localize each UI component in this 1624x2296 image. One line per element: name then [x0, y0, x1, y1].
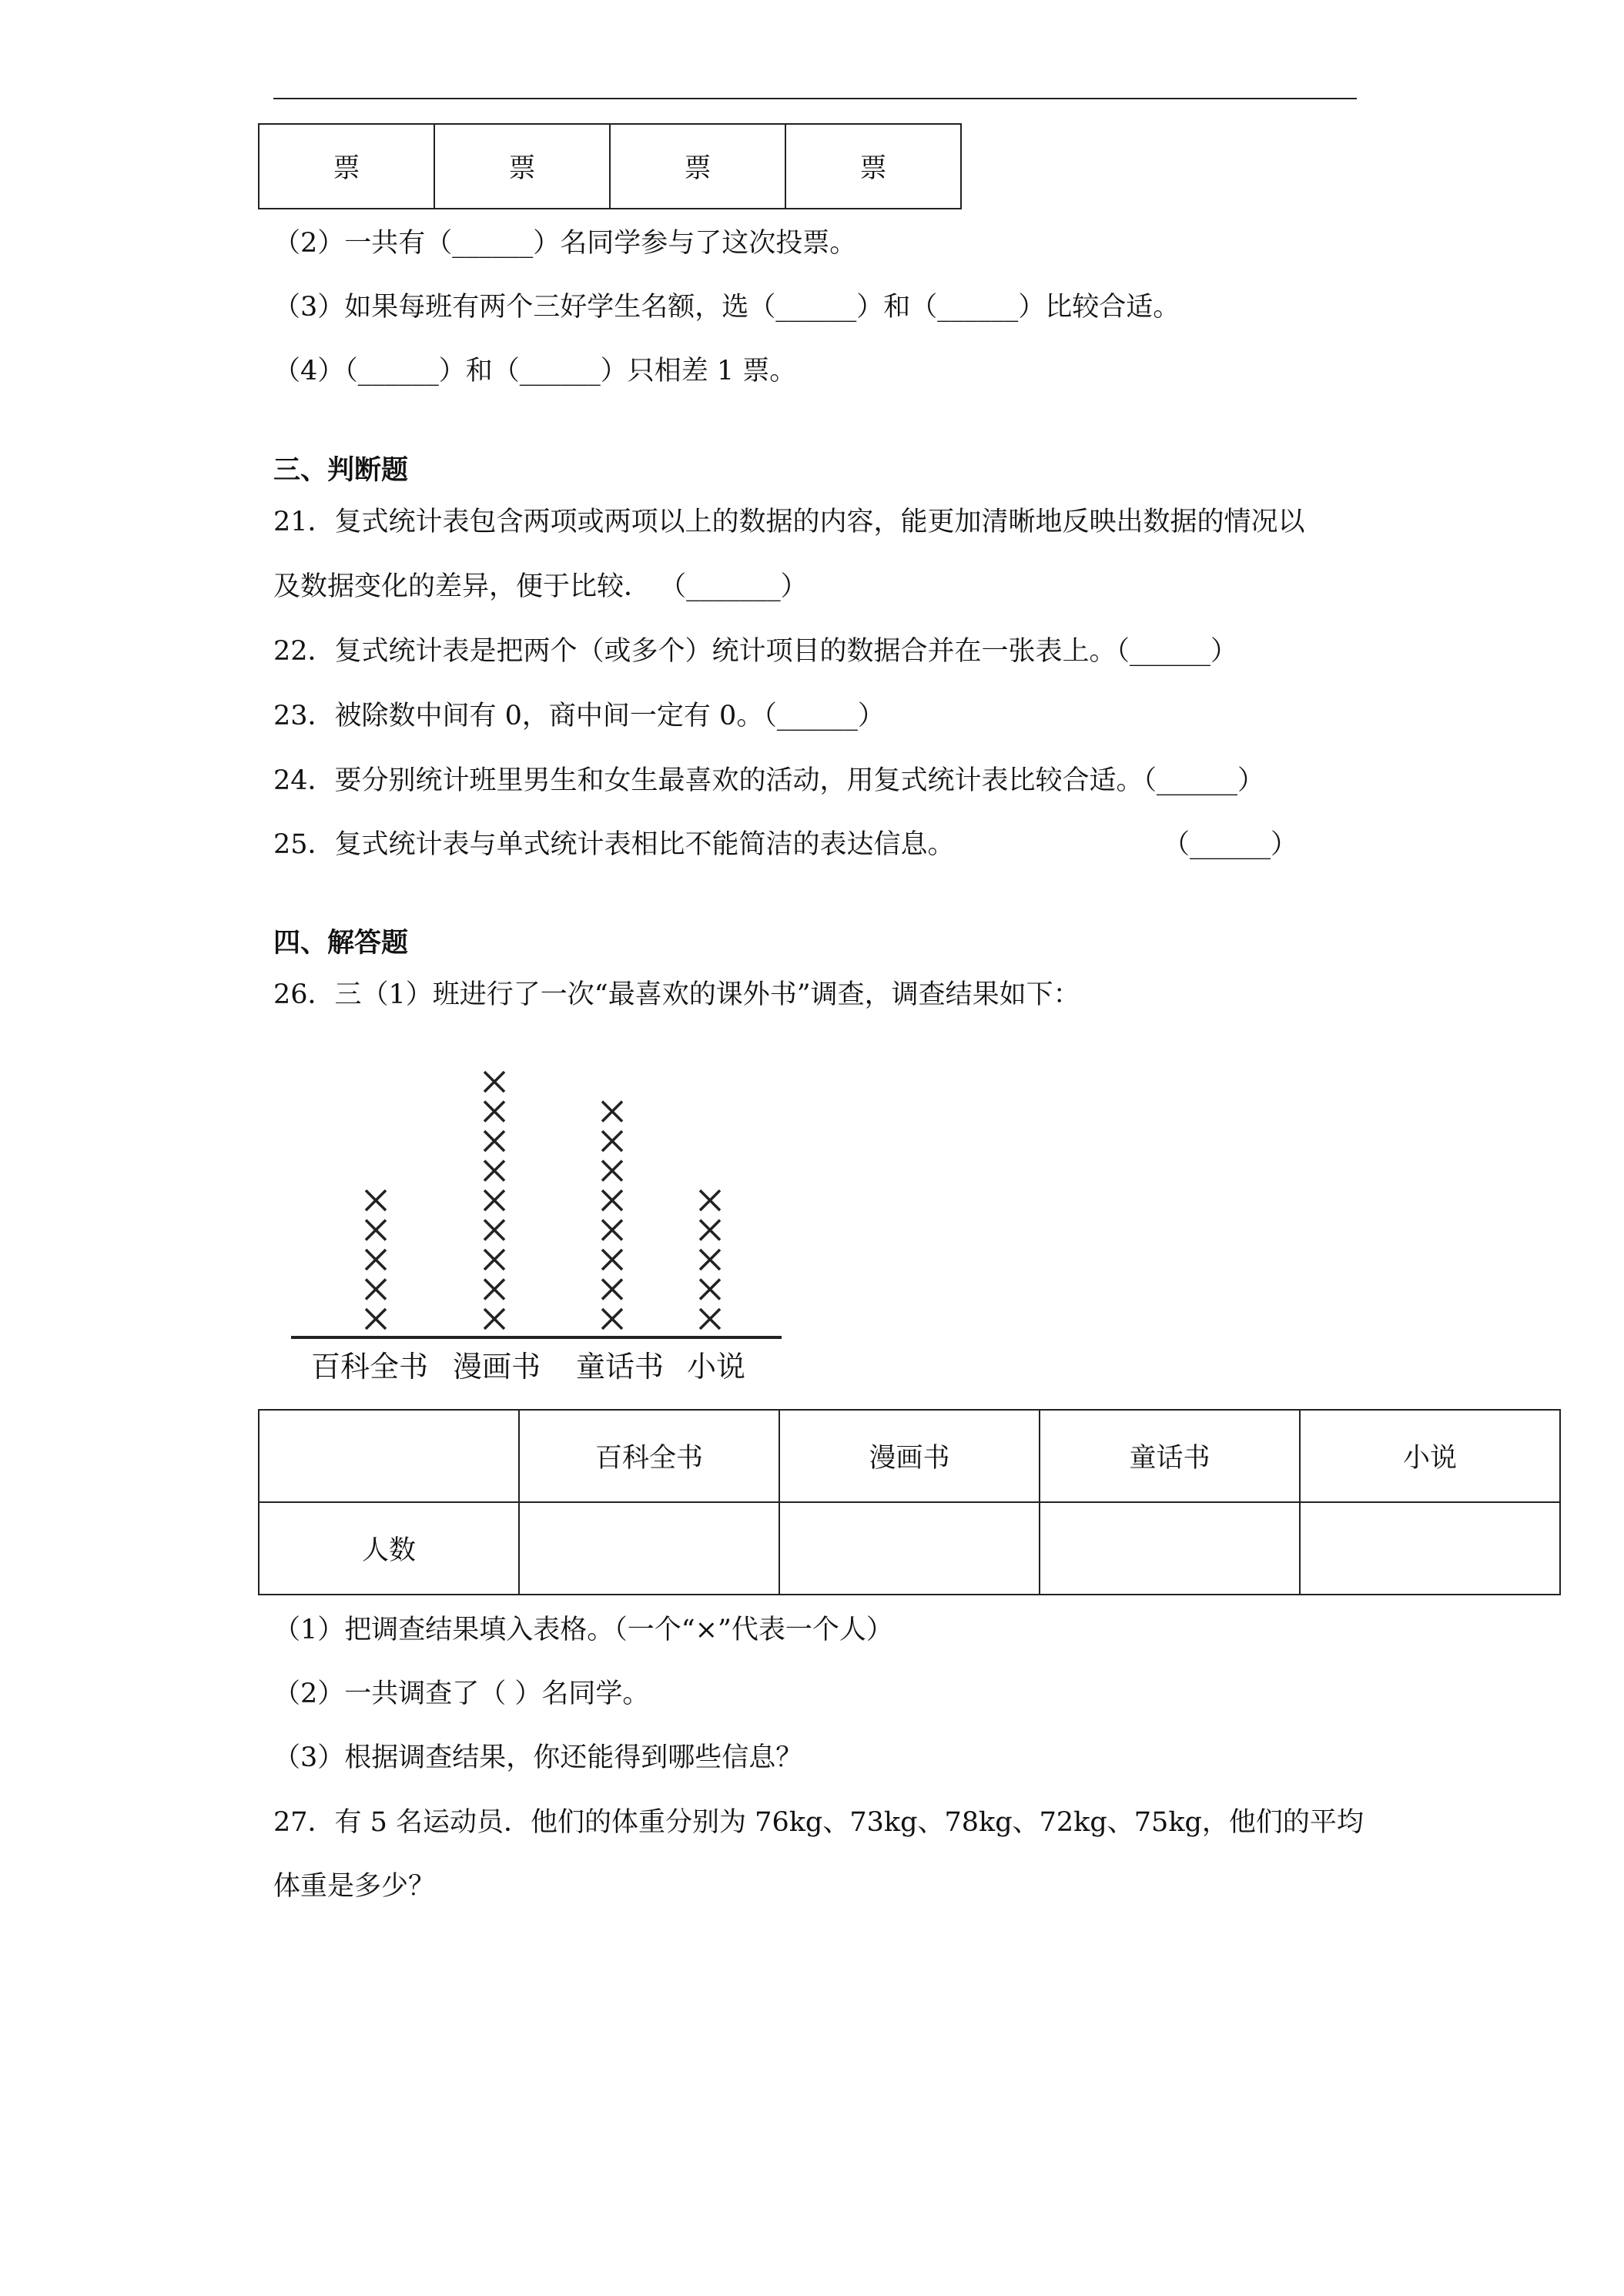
q22: 22．复式统计表是把两个（或多个）统计项目的数据合并在一张表上。（______） — [273, 636, 1238, 667]
q20-sub2: （2）一共有（______）名同学参与了这次投票。 — [273, 228, 857, 259]
x-mark — [366, 1220, 386, 1240]
q26-sub2: （2）一共调查了（ ）名同学。 — [273, 1678, 650, 1709]
section3-heading: 三、判断题 — [273, 454, 409, 486]
q20-sub3: （3）如果每班有两个三好学生名额，选（______）和（______）比较合适。 — [273, 292, 1180, 323]
x-mark — [602, 1131, 622, 1151]
answer-cell[interactable] — [1300, 1502, 1560, 1595]
q26-sub1: （1）把调查结果填入表格。（一个“×”代表一个人） — [273, 1615, 893, 1645]
x-mark — [700, 1309, 720, 1329]
x-mark — [484, 1131, 504, 1151]
table-cell: 百科全书 — [519, 1410, 779, 1502]
x-mark — [484, 1309, 504, 1329]
result-table — [258, 1409, 1561, 1595]
table-row — [259, 1410, 1560, 1502]
category-label: 小说 — [686, 1350, 746, 1384]
x-mark — [484, 1250, 504, 1270]
votes-table — [258, 123, 962, 209]
x-mark — [484, 1280, 504, 1300]
x-mark — [602, 1161, 622, 1181]
x-mark — [366, 1280, 386, 1300]
table-cell: 票 — [259, 124, 434, 209]
q26-sub3: （3）根据调查结果，你还能得到哪些信息？ — [273, 1742, 803, 1773]
q25: 25．复式统计表与单式统计表相比不能简洁的表达信息。 — [273, 829, 955, 860]
q23: 23．被除数中间有 0，商中间一定有 0。（______） — [273, 701, 885, 731]
category-label: 百科全书 — [310, 1350, 429, 1384]
q21-line2: 及数据变化的差异，便于比较． （_______） — [273, 571, 808, 602]
category-label: 漫画书 — [452, 1350, 541, 1384]
q20-sub4: （4）（______）和（______）只相差 1 票。 — [273, 356, 797, 387]
table-row — [259, 1502, 1560, 1595]
q25-blank: （______） — [1163, 829, 1298, 860]
x-mark — [602, 1102, 622, 1122]
x-mark — [602, 1190, 622, 1210]
q21-line1: 21．复式统计表包含两项或两项以上的数据的内容，能更加清晰地反映出数据的情况以 — [273, 507, 1305, 537]
q24: 24．要分别统计班里男生和女生最喜欢的活动，用复式统计表比较合适。（______） — [273, 765, 1265, 796]
table-cell: 童话书 — [1040, 1410, 1300, 1502]
x-mark — [484, 1220, 504, 1240]
table-cell: 票 — [434, 124, 610, 209]
x-mark — [366, 1309, 386, 1329]
line-plot-chart — [285, 1059, 793, 1390]
section4-heading: 四、解答题 — [273, 927, 409, 959]
x-mark — [700, 1220, 720, 1240]
table-cell: 票 — [785, 124, 961, 209]
answer-cell[interactable] — [1040, 1502, 1300, 1595]
x-mark — [602, 1309, 622, 1329]
answer-cell[interactable] — [519, 1502, 779, 1595]
x-mark — [484, 1190, 504, 1210]
line-plot-marks — [366, 1072, 720, 1329]
table-cell: 漫画书 — [779, 1410, 1040, 1502]
x-mark — [602, 1220, 622, 1240]
answer-cell[interactable] — [779, 1502, 1040, 1595]
q27-line2: 体重是多少？ — [273, 1871, 436, 1902]
x-mark — [700, 1280, 720, 1300]
x-mark — [484, 1161, 504, 1181]
x-mark — [700, 1250, 720, 1270]
table-cell: 小说 — [1300, 1410, 1560, 1502]
x-mark — [700, 1190, 720, 1210]
category-label: 童话书 — [575, 1350, 665, 1384]
table-row-label: 人数 — [259, 1502, 519, 1595]
q26-intro: 26．三（1）班进行了一次“最喜欢的课外书”调查，调查结果如下： — [273, 979, 1080, 1010]
x-mark — [602, 1250, 622, 1270]
x-mark — [366, 1250, 386, 1270]
table-row — [259, 124, 961, 209]
table-cell — [259, 1410, 519, 1502]
header-rule — [273, 98, 1357, 99]
table-cell: 票 — [610, 124, 785, 209]
x-mark — [602, 1280, 622, 1300]
x-mark — [484, 1072, 504, 1092]
x-mark — [484, 1102, 504, 1122]
x-mark — [366, 1190, 386, 1210]
q27-line1: 27．有 5 名运动员．他们的体重分别为 76kg、73kg、78kg、72kg、75kg，他们的平均 — [273, 1807, 1364, 1838]
